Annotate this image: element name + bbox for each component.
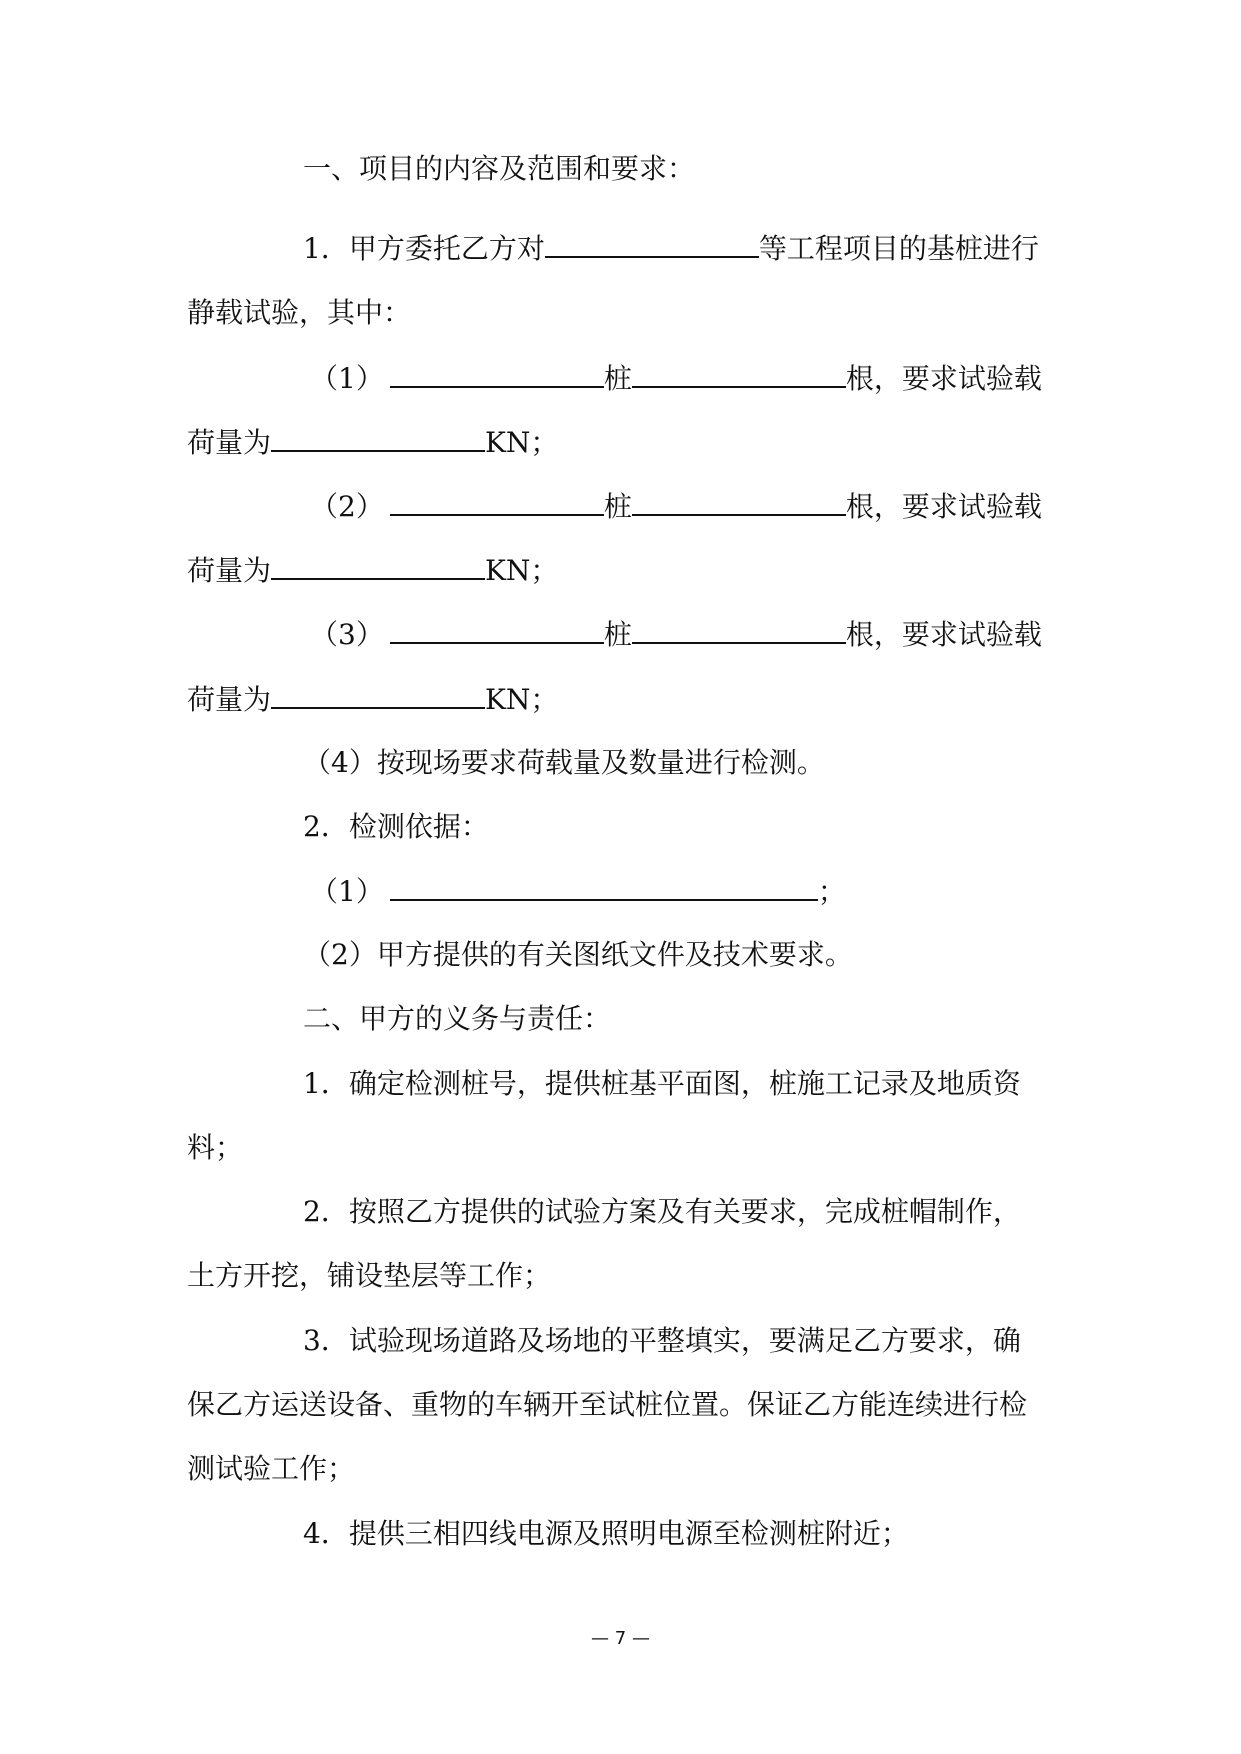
sub-item-number: （2）	[310, 490, 384, 523]
sub-item-number: （3）	[310, 618, 384, 651]
item-1-suffix: 等工程项目的基桩进行	[758, 232, 1039, 265]
pile-type-blank[interactable]	[390, 488, 604, 516]
section-2-heading: 二、甲方的义务与责任：	[303, 1002, 612, 1035]
duty-3-line-b: 保乙方运送设备、重物的车辆开至试桩位置。保证乙方能连续进行检	[187, 1388, 1028, 1421]
basis-standard-blank[interactable]	[390, 873, 818, 901]
pile-count-blank[interactable]	[632, 488, 846, 516]
load-unit: KN；	[485, 554, 559, 587]
load-unit: KN；	[485, 683, 559, 716]
sub-item-1-load	[187, 424, 558, 461]
page-number: — 7 —	[591, 1628, 650, 1649]
duty-1-line-a: 1．确定检测桩号，提供桩基平面图，桩施工记录及地质资	[303, 1067, 1021, 1100]
sub-item-3-load	[187, 681, 558, 718]
pile-type-blank[interactable]	[390, 360, 604, 388]
count-label: 根，要求试验载	[845, 618, 1042, 651]
project-name-blank[interactable]	[545, 230, 759, 258]
sub-item-1-line	[310, 360, 1042, 397]
pile-label: 桩	[603, 618, 632, 651]
count-label: 根，要求试验载	[845, 362, 1042, 395]
pile-count-blank[interactable]	[632, 616, 846, 644]
duty-3-line-c: 测试验工作；	[187, 1452, 356, 1485]
sub-item-number: （1）	[310, 362, 384, 395]
pile-type-blank[interactable]	[390, 616, 604, 644]
basis-2: （2）甲方提供的有关图纸文件及技术要求。	[303, 938, 853, 971]
duty-2-line-b: 土方开挖，铺设垫层等工作；	[187, 1259, 552, 1292]
sub-item-4: （4）按现场要求荷载量及数量进行检测。	[303, 746, 825, 779]
pile-label: 桩	[603, 362, 632, 395]
count-label: 根，要求试验载	[845, 490, 1042, 523]
load-unit: KN；	[485, 426, 559, 459]
item-2: 2．检测依据：	[303, 810, 489, 843]
item-1-line	[303, 230, 1039, 267]
pile-label: 桩	[603, 490, 632, 523]
duty-3-line-a: 3．试验现场道路及场地的平整填实，要满足乙方要求，确	[303, 1324, 1021, 1357]
duty-1-line-b: 料；	[187, 1131, 244, 1164]
load-blank[interactable]	[271, 552, 485, 580]
sub-item-3-line	[310, 616, 1042, 653]
load-prefix: 荷量为	[187, 683, 272, 716]
basis-1-end: ；	[817, 875, 846, 908]
sub-item-2-line	[310, 488, 1042, 525]
basis-1-number: （1）	[310, 875, 384, 908]
item-1-continuation: 静载试验，其中：	[187, 296, 412, 329]
sub-item-2-load	[187, 552, 558, 589]
load-blank[interactable]	[271, 424, 485, 452]
item-1-prefix: 1．甲方委托乙方对	[303, 232, 545, 265]
duty-4: 4．提供三相四线电源及照明电源至检测桩附近；	[303, 1517, 909, 1550]
section-1-heading: 一、项目的内容及范围和要求：	[303, 152, 696, 185]
load-prefix: 荷量为	[187, 426, 272, 459]
load-prefix: 荷量为	[187, 554, 272, 587]
duty-2-line-a: 2．按照乙方提供的试验方案及有关要求，完成桩帽制作，	[303, 1195, 1021, 1228]
basis-1-line	[310, 873, 846, 910]
pile-count-blank[interactable]	[632, 360, 846, 388]
load-blank[interactable]	[271, 681, 485, 709]
